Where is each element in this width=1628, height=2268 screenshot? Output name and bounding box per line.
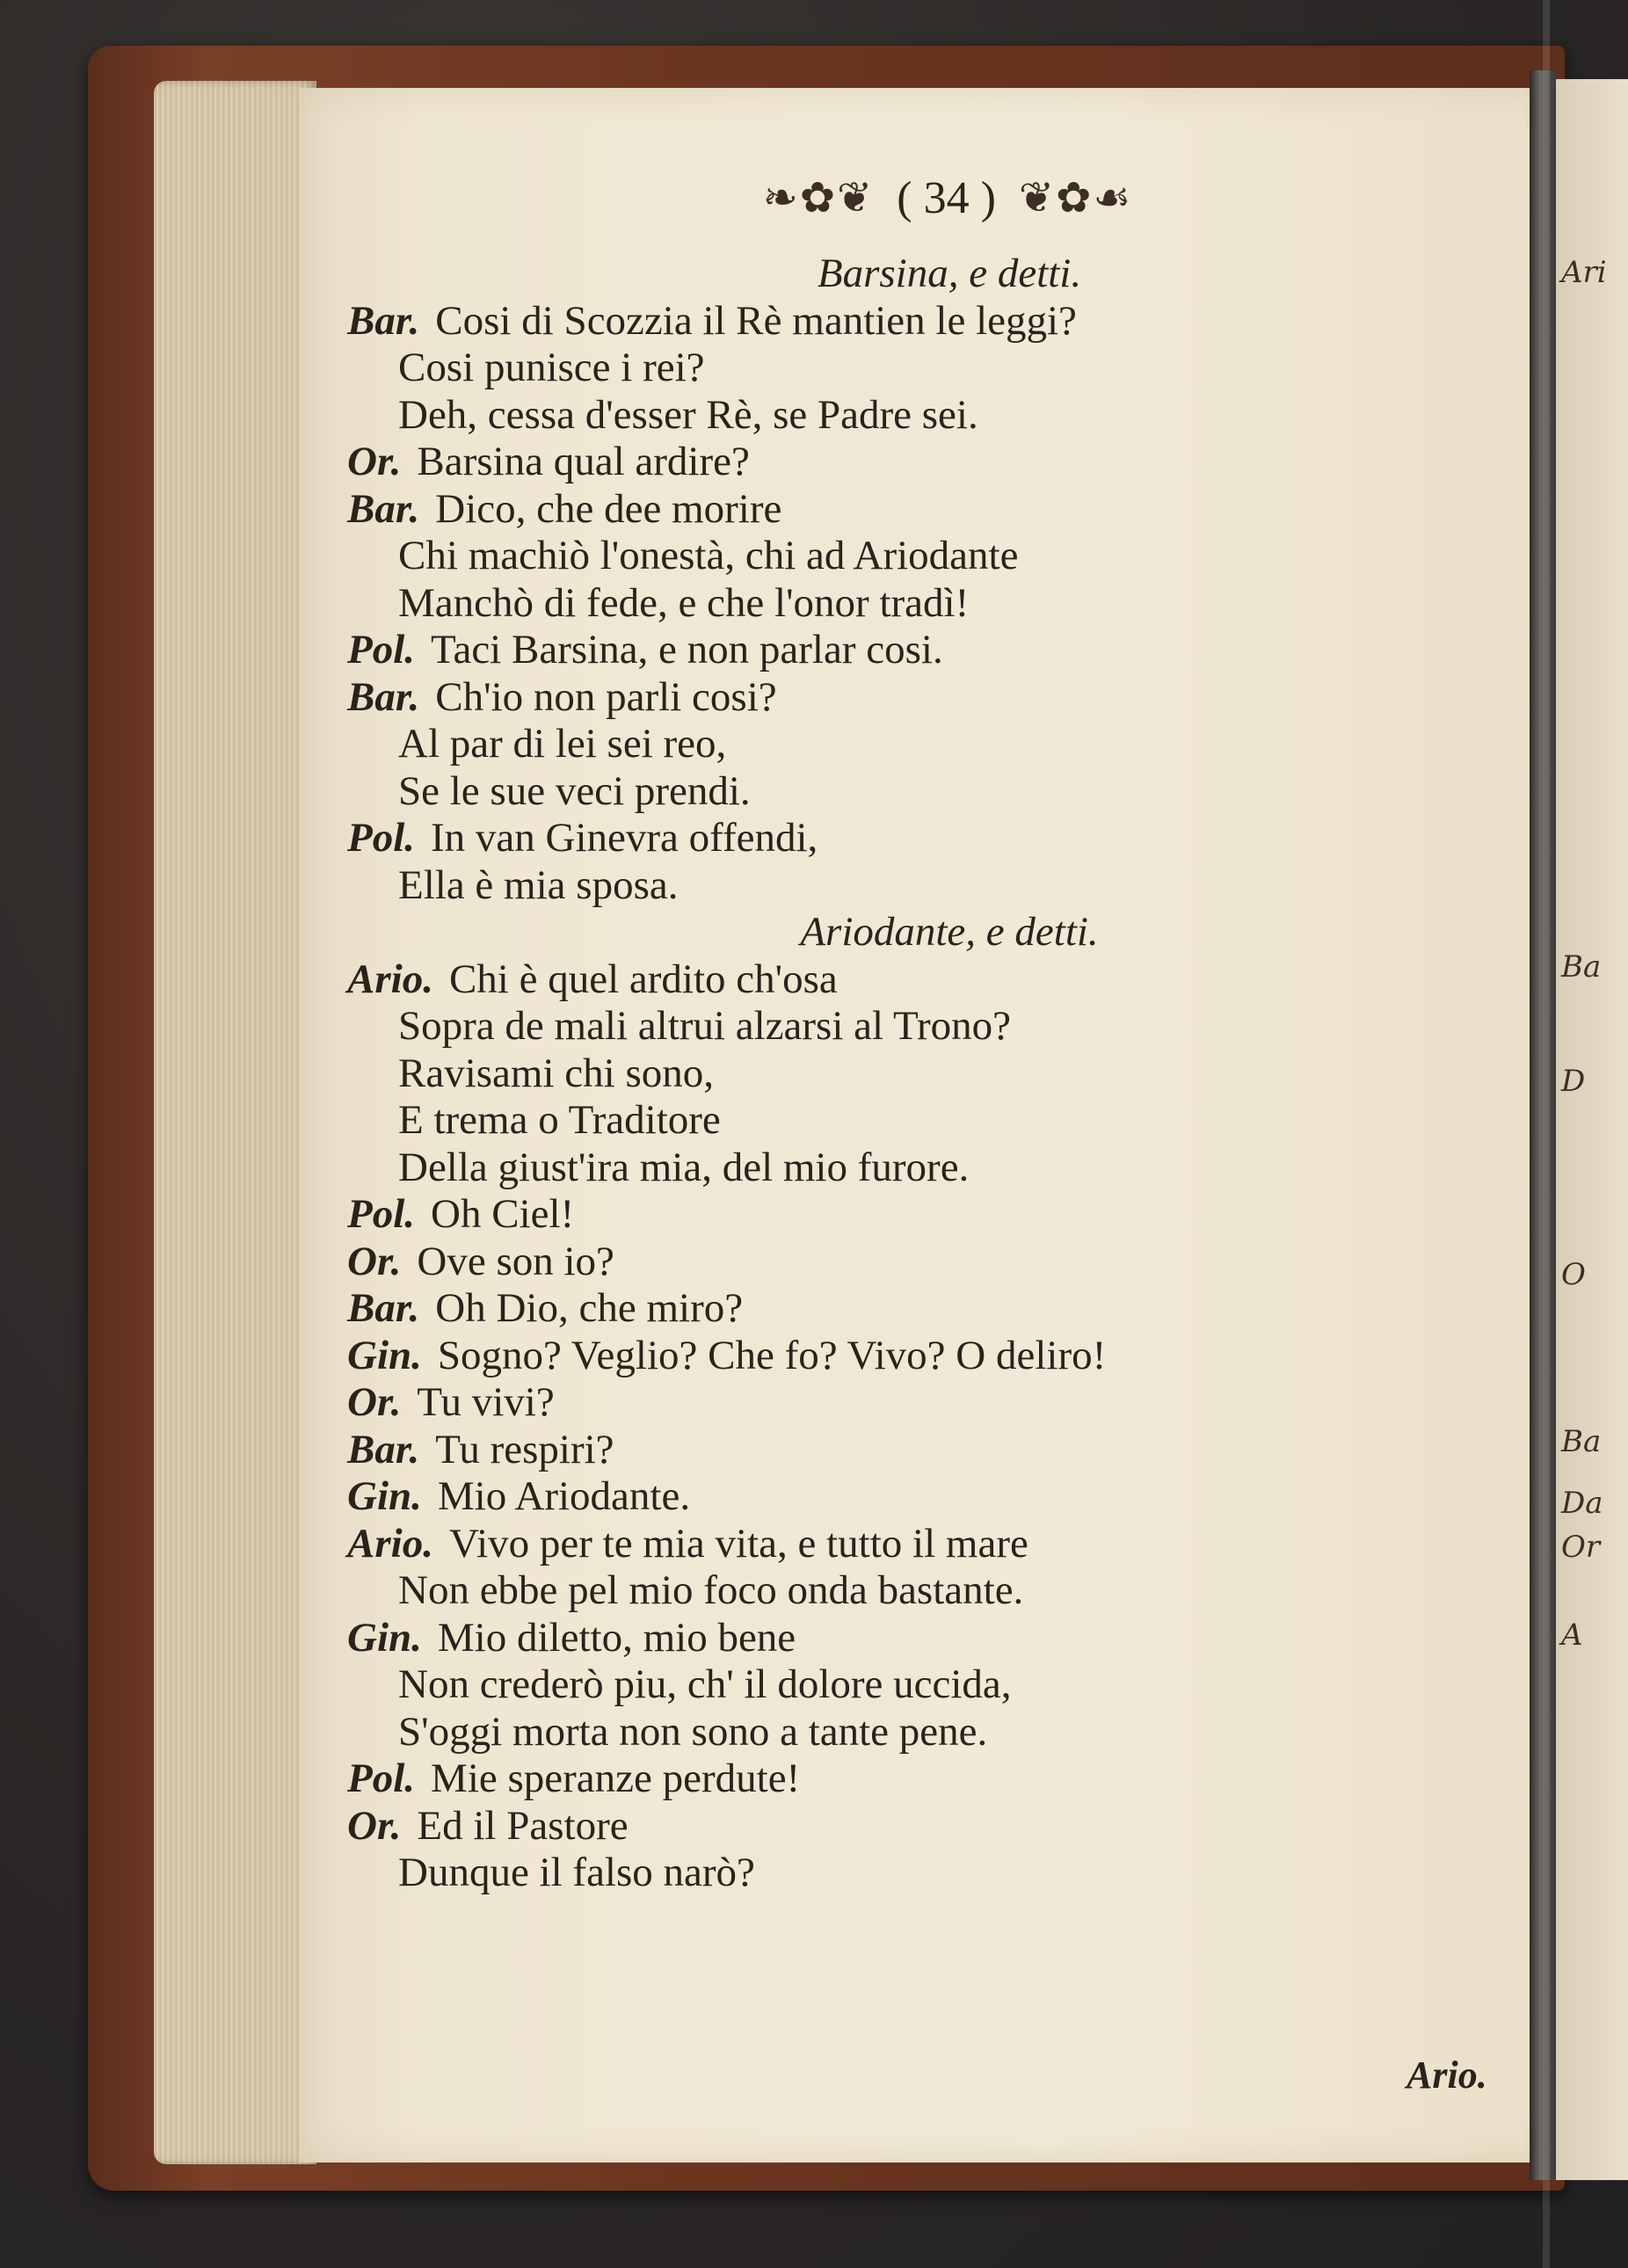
speaker-label: Or.	[347, 1802, 402, 1849]
speaker-label: Ario.	[347, 1520, 433, 1567]
speech-line	[347, 956, 1446, 1004]
verse-text: Tu vivi?	[417, 1379, 555, 1425]
speaker-label: Ario.	[347, 956, 433, 1002]
verse-text: S'oggi morta non sono a tante pene.	[398, 1708, 988, 1755]
verse-continuation	[347, 1097, 1446, 1145]
verse-continuation	[347, 1050, 1446, 1098]
speaker-label: Or.	[347, 1238, 402, 1284]
speaker-label: Bar.	[347, 1426, 420, 1472]
speech-line	[347, 439, 1446, 486]
verse-continuation	[347, 1567, 1446, 1615]
verse-text: Manchò di fede, e che l'onor tradì!	[398, 579, 970, 626]
verse-continuation	[347, 392, 1446, 440]
verse-text: Mio diletto, mio bene	[437, 1614, 796, 1661]
verse-continuation	[347, 1709, 1446, 1756]
verse-continuation	[347, 862, 1446, 910]
verse-text: Non ebbe pel mio foco onda bastante.	[398, 1567, 1024, 1613]
verse-continuation	[347, 1661, 1446, 1709]
speaker-label: Pol.	[347, 815, 416, 861]
libretto-text	[347, 251, 1446, 1897]
verse-text: Sogno? Veglio? Che fo? Vivo? O deliro!	[437, 1332, 1107, 1378]
speech-line	[347, 1285, 1446, 1333]
verse-text: Ed il Pastore	[417, 1802, 629, 1849]
page-number: ( 34 )	[897, 172, 996, 223]
speaker-label: Pol.	[347, 1756, 416, 1801]
verse-text: Chi è quel ardito ch'osa	[448, 956, 838, 1002]
speech-line	[347, 1191, 1446, 1239]
speaker-label: Or.	[347, 439, 402, 484]
speaker-label: Bar.	[347, 485, 420, 532]
verse-text: Mio Ariodante.	[437, 1473, 691, 1519]
verse-text: Barsina qual ardire?	[417, 439, 750, 484]
speech-line	[347, 1473, 1446, 1521]
speaker-label: Bar.	[347, 1285, 420, 1331]
facing-page-edge	[1556, 79, 1628, 2180]
speaker-label: Bar.	[347, 297, 420, 344]
verse-text: Ariodante, e detti.	[800, 909, 1099, 955]
facing-page-fragment: D	[1561, 1064, 1586, 1099]
ornament-left-icon: ❧✿❦	[762, 173, 875, 222]
speaker-label: Gin.	[347, 1473, 422, 1519]
verse-text: Chi machiò l'onestà, chi ad Ariodante	[398, 533, 1019, 578]
verse-text: Oh Ciel!	[431, 1191, 575, 1237]
verse-text: Sopra de mali altrui alzarsi al Trono?	[398, 1003, 1012, 1049]
speaker-label: Pol.	[347, 1191, 416, 1237]
ornament-right-icon: ❦✿☙	[1018, 173, 1133, 222]
verse-text: Cosi di Scozzia il Rè mantien le leggi?	[435, 297, 1077, 344]
page-edges	[154, 81, 316, 2164]
page-header	[701, 163, 1194, 233]
verse-text: Dunque il falso narò?	[398, 1850, 755, 1895]
verse-continuation	[347, 533, 1446, 580]
facing-page-fragment: Or	[1561, 1530, 1601, 1565]
verse-text: Barsina, e detti.	[817, 251, 1082, 296]
verse-text: Taci Barsina, e non parlar cosi.	[431, 627, 943, 672]
facing-page-fragment: Ba	[1561, 1424, 1602, 1459]
speech-line	[347, 486, 1446, 534]
speech-line	[347, 1379, 1446, 1427]
verse-text: Deh, cessa d'esser Rè, se Padre sei.	[398, 391, 978, 438]
verse-continuation	[347, 768, 1446, 816]
verse-text: Se le sue veci prendi.	[398, 767, 751, 814]
verse-text: Al par di lei sei reo,	[398, 721, 727, 767]
verse-continuation	[347, 721, 1446, 768]
verse-text: Dico, che dee morire	[435, 485, 782, 532]
verse-text: Ove son io?	[417, 1238, 614, 1284]
verse-text: Cosi punisce i rei?	[398, 345, 705, 390]
verse-continuation	[347, 1850, 1446, 1897]
speech-line	[347, 674, 1446, 722]
verse-text: In van Ginevra offendi,	[431, 815, 818, 861]
speech-line	[347, 298, 1446, 345]
glass-edge	[1543, 0, 1550, 2268]
verse-text: E trema o Traditore	[398, 1097, 721, 1143]
verse-continuation	[347, 345, 1446, 392]
speech-line	[347, 1756, 1446, 1803]
facing-page-fragment: Da	[1561, 1486, 1603, 1521]
speaker-label: Pol.	[347, 627, 416, 672]
catchword: Ario.	[1406, 2054, 1487, 2097]
speech-line	[347, 1427, 1446, 1474]
verse-text: Ravisami chi sono,	[398, 1050, 714, 1096]
verse-text: Oh Dio, che miro?	[435, 1285, 744, 1331]
speech-line	[347, 1239, 1446, 1286]
speaker-label: Gin.	[347, 1332, 422, 1378]
speech-line	[347, 1803, 1446, 1850]
verse-continuation	[347, 1003, 1446, 1050]
speech-line	[347, 1615, 1446, 1662]
speech-line	[347, 815, 1446, 862]
facing-page-fragment: Ba	[1561, 949, 1602, 985]
verse-text: Mie speranze perdute!	[431, 1756, 801, 1801]
facing-page-fragment: A	[1561, 1617, 1583, 1653]
scene-heading	[347, 909, 1446, 956]
speech-line	[347, 1521, 1446, 1568]
speaker-label: Gin.	[347, 1614, 422, 1661]
verse-text: Non crederò piu, ch' il dolore uccida,	[398, 1661, 1012, 1707]
verse-text: Tu respiri?	[435, 1426, 614, 1472]
verse-continuation	[347, 580, 1446, 628]
verse-text: Ella è mia sposa.	[398, 861, 679, 908]
verse-continuation	[347, 1145, 1446, 1192]
speech-line	[347, 627, 1446, 674]
facing-page-fragment: Ari	[1561, 255, 1607, 290]
speech-line	[347, 1333, 1446, 1380]
verse-text: Vivo per te mia vita, e tutto il mare	[448, 1520, 1028, 1567]
facing-page-fragment: O	[1561, 1257, 1586, 1292]
scene-heading	[347, 251, 1446, 298]
verse-text: Della giust'ira mia, del mio furore.	[398, 1144, 970, 1190]
speaker-label: Or.	[347, 1379, 402, 1425]
speaker-label: Bar.	[347, 673, 420, 720]
verse-text: Ch'io non parli cosi?	[435, 673, 777, 720]
